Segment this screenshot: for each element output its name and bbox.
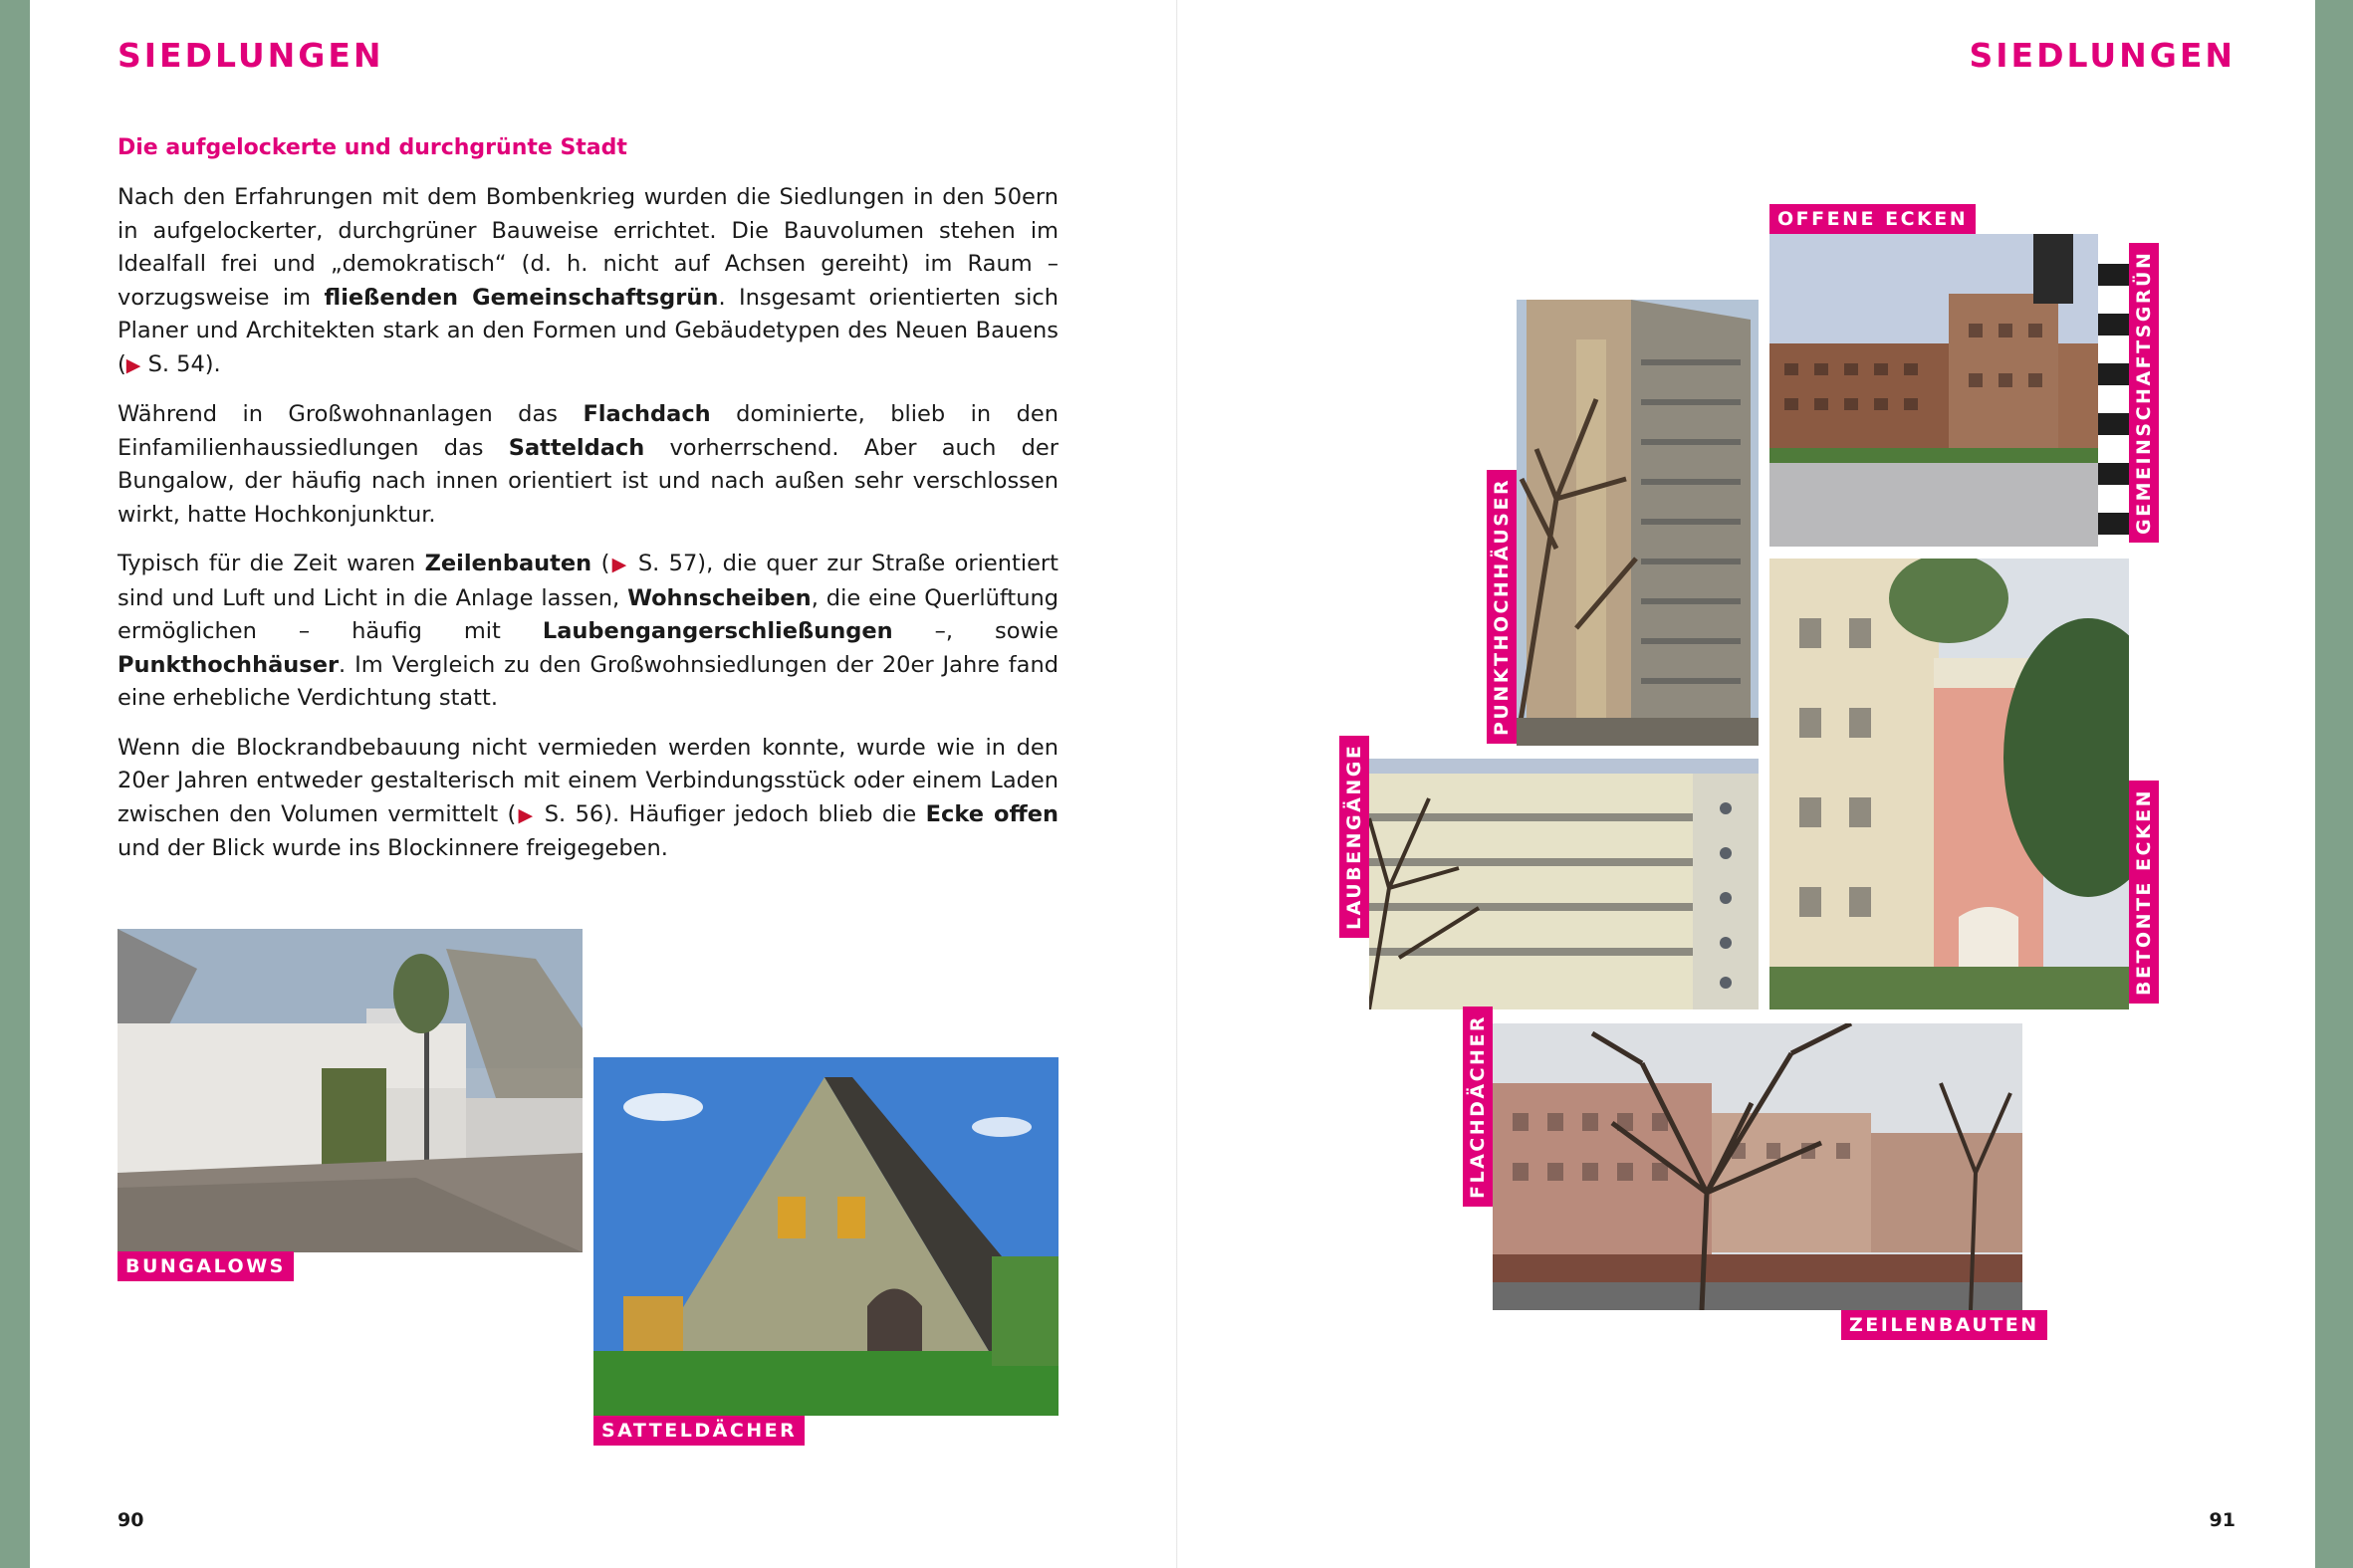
paragraph-2 [118,398,1059,532]
tag-laubengaenge: LAUBENGÄNGE [1339,736,1369,938]
text-run: Während in Großwohnanlagen das [118,401,584,427]
page-reference[interactable]: S. 54 [147,350,205,377]
text-run: ( [591,551,610,576]
point-highrise-photo [1517,300,1759,746]
keyword-punkthochhaeuser: Punkthochhäuser [118,651,340,678]
paragraph-1 [118,181,1059,382]
tag-gemeinschaftsgruen: GEMEINSCHAFTSGRÜN [2129,243,2159,543]
tag-punkthochhaeuser: PUNKTHOCHHÄUSER [1487,470,1517,744]
tag-zeilenbauten: ZEILENBAUTEN [1841,1310,2047,1340]
text-run: ). [204,350,221,377]
subheading: Die aufgelockerte und durchgrünte Stadt [118,135,627,160]
left-section-title: SIEDLUNGEN [118,36,384,75]
page-reference[interactable]: S. 57 [637,551,698,576]
gallery-access-photo [1369,759,1759,1009]
tag-satteldaecher: SATTELDÄCHER [593,1416,805,1446]
text-run: dominierte, blieb in den Einfamilienhaussiedlungen das [118,401,1059,461]
keyword-flachdach: Flachdach [583,401,711,427]
tag-flachdaecher: FLACHDÄCHER [1463,1007,1493,1207]
text-run: , die eine Querlüftung ermöglichen – häufig mit [118,584,1059,644]
flat-roof-rowhouse-photo [1493,1023,2022,1310]
paragraph-4 [118,732,1059,866]
keyword-zeilenbauten: Zeilenbauten [424,551,592,576]
body-text [118,181,1059,882]
page-number-left: 90 [118,1509,144,1531]
page-reference[interactable]: S. 56 [544,800,604,827]
keyword-ecke-offen: Ecke offen [925,800,1059,827]
text-run: vorherrschend. Aber auch der Bungalow, der häufig nach innen orientiert ist und nach außen sehr verschlossen wirkt, hatte Hochkonjunktur. [118,434,1059,528]
tag-bungalows: BUNGALOWS [118,1251,294,1281]
text-run: ), die quer zur Straße orientiert sind und Luft und Licht in die Anlage lassen, [118,551,1059,611]
text-run: Nach den Erfahrungen mit dem Bombenkrieg wurden die Siedlungen in den 50ern in aufgelockerter, durchgrüner Bauweise errichtet. Die Bauvolumen stehen im Idealfall frei und „demokratisch“ (d. h. nicht auf Achsen gereiht) im Raum – vorzugsweise im [118,184,1059,311]
open-corner-photo [1769,234,2129,547]
play-triangle-icon: ▶ [125,353,141,376]
text-run: und der Blick wurde ins Blockinnere freigegeben. [118,835,668,861]
book-gutter [1176,0,1178,1568]
keyword-laubengang: Laubengangerschließungen [542,618,893,644]
text-run: –, sowie [892,618,1059,644]
right-section-title: SIEDLUNGEN [1969,36,2235,75]
tag-betonte-ecken: BETONTE ECKEN [2129,781,2159,1004]
keyword-satteldach: Satteldach [508,434,645,461]
play-triangle-icon: ▶ [516,803,536,826]
saddle-roof-house-photo [593,1057,1059,1416]
tag-offene-ecken: OFFENE ECKEN [1769,204,1976,234]
text-run: Wenn die Blockrandbebauung nicht vermieden werden konnte, wurde wie in den 20er Jahren entweder gestalterisch mit einem Verbindungsstück oder einem Laden zwischen den Volumen vermittelt ( [118,734,1059,827]
play-triangle-icon: ▶ [609,554,629,575]
text-run: . Insgesamt orientierten sich Planer und Architekten stark an den Formen und Gebäudetypen des Neuen Bauens ( [118,284,1059,377]
text-run: . Im Vergleich zu den Großwohnsiedlungen der 20er Jahre fand eine erhebliche Verdichtung statt. [118,651,1059,711]
text-run: Typisch für die Zeit waren [118,551,425,576]
text-run: ). Häufiger jedoch blieb die [603,800,926,827]
paragraph-3 [118,548,1059,716]
page-number-right: 91 [2209,1509,2235,1531]
keyword-wohnscheiben: Wohnscheiben [627,584,812,611]
keyword-gemeinschaftsgruen: fließenden Gemeinschaftsgrün [324,284,719,311]
emphasized-corner-photo [1769,559,2129,1009]
bungalow-photo [118,929,583,1252]
